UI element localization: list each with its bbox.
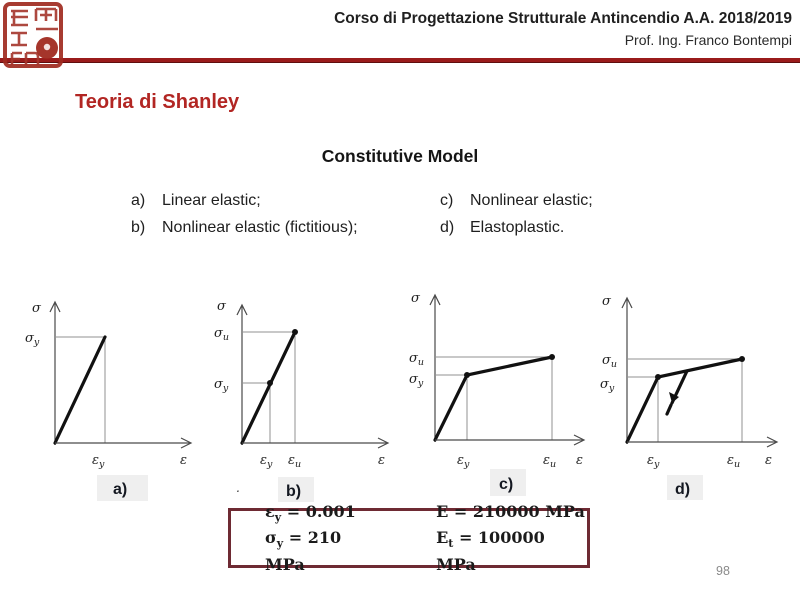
list-item bbox=[131, 219, 358, 237]
sigma-y-label: $\sigma_y$ bbox=[409, 372, 424, 389]
diagram-caption: a) bbox=[113, 481, 128, 498]
list-marker: d) bbox=[440, 219, 455, 236]
list-item-label: Elastoplastic. bbox=[470, 219, 565, 236]
parameters-left-column bbox=[265, 500, 384, 575]
list-item bbox=[440, 219, 564, 237]
list-marker: a) bbox=[131, 192, 146, 209]
elastic-modulus-equation: E = 210000 MPa bbox=[436, 502, 585, 522]
epsilon-y-equation: $\varepsilon_y = 0.001$ bbox=[265, 502, 356, 525]
epsilon-axis-label: ε bbox=[180, 453, 187, 468]
sigma-u-label: $\sigma_u$ bbox=[409, 351, 424, 368]
seal-stamp-icon bbox=[2, 1, 64, 71]
epsilon-y-label: $\varepsilon_y$ bbox=[647, 453, 660, 470]
sigma-axis-label: σ bbox=[411, 291, 420, 306]
material-parameters-box bbox=[228, 502, 590, 574]
slide-header bbox=[334, 8, 792, 51]
epsilon-y-label: $\varepsilon_y$ bbox=[92, 453, 105, 470]
section-heading: Constitutive Model bbox=[321, 146, 479, 166]
epsilon-u-label: $\varepsilon_u$ bbox=[727, 453, 741, 470]
stress-strain-diagram-a bbox=[0, 270, 200, 505]
header-rule-line bbox=[0, 58, 800, 63]
slide-title: Teoria di Shanley bbox=[75, 91, 240, 113]
list-item bbox=[131, 192, 261, 210]
epsilon-u-label: $\varepsilon_u$ bbox=[543, 453, 557, 470]
sigma-axis-label: σ bbox=[32, 301, 41, 316]
diagram-caption: c) bbox=[499, 476, 514, 493]
diagram-caption: b) bbox=[286, 483, 302, 500]
epsilon-axis-label: ε bbox=[576, 453, 583, 468]
stress-strain-diagram-b bbox=[195, 270, 405, 505]
stress-strain-diagram-c bbox=[395, 270, 600, 505]
course-title: Corso di Progettazione Strutturale Antincendio A.A. 2018/2019 bbox=[334, 10, 792, 27]
sigma-axis-label: σ bbox=[217, 299, 226, 314]
diagram-caption: d) bbox=[675, 481, 691, 498]
page-number: 98 bbox=[716, 564, 730, 578]
sigma-y-label: $\sigma_y$ bbox=[214, 377, 229, 394]
sigma-u-label: $\sigma_u$ bbox=[214, 326, 229, 343]
sigma-y-label: $\sigma_y$ bbox=[600, 377, 615, 394]
parameters-right-column bbox=[436, 500, 587, 575]
list-marker: b) bbox=[131, 219, 146, 236]
list-marker: c) bbox=[440, 192, 454, 209]
epsilon-u-label: $\varepsilon_u$ bbox=[288, 453, 302, 470]
epsilon-y-label: $\varepsilon_y$ bbox=[260, 453, 273, 470]
sigma-y-label: $\sigma_y$ bbox=[25, 331, 40, 348]
sigma-u-label: $\sigma_u$ bbox=[602, 353, 617, 370]
list-item bbox=[440, 192, 593, 210]
unloading-arrow bbox=[667, 371, 687, 414]
list-item-label: Nonlinear elastic; bbox=[470, 192, 593, 209]
epsilon-y-label: $\varepsilon_y$ bbox=[457, 453, 470, 470]
epsilon-axis-label: ε bbox=[378, 453, 385, 468]
sigma-y-equation: $\sigma_y = 210$ MPa bbox=[265, 528, 342, 574]
epsilon-axis-label: ε bbox=[765, 453, 772, 468]
stray-period: . bbox=[236, 481, 240, 495]
sigma-axis-label: σ bbox=[602, 294, 611, 309]
tangent-modulus-equation: $E_t = 100000$ MPa bbox=[436, 528, 545, 574]
list-item-label: Linear elastic; bbox=[162, 192, 261, 209]
professor-name: Prof. Ing. Franco Bontempi bbox=[624, 32, 792, 49]
stress-strain-diagram-d bbox=[590, 270, 800, 505]
list-item-label: Nonlinear elastic (fictitious); bbox=[162, 219, 358, 236]
